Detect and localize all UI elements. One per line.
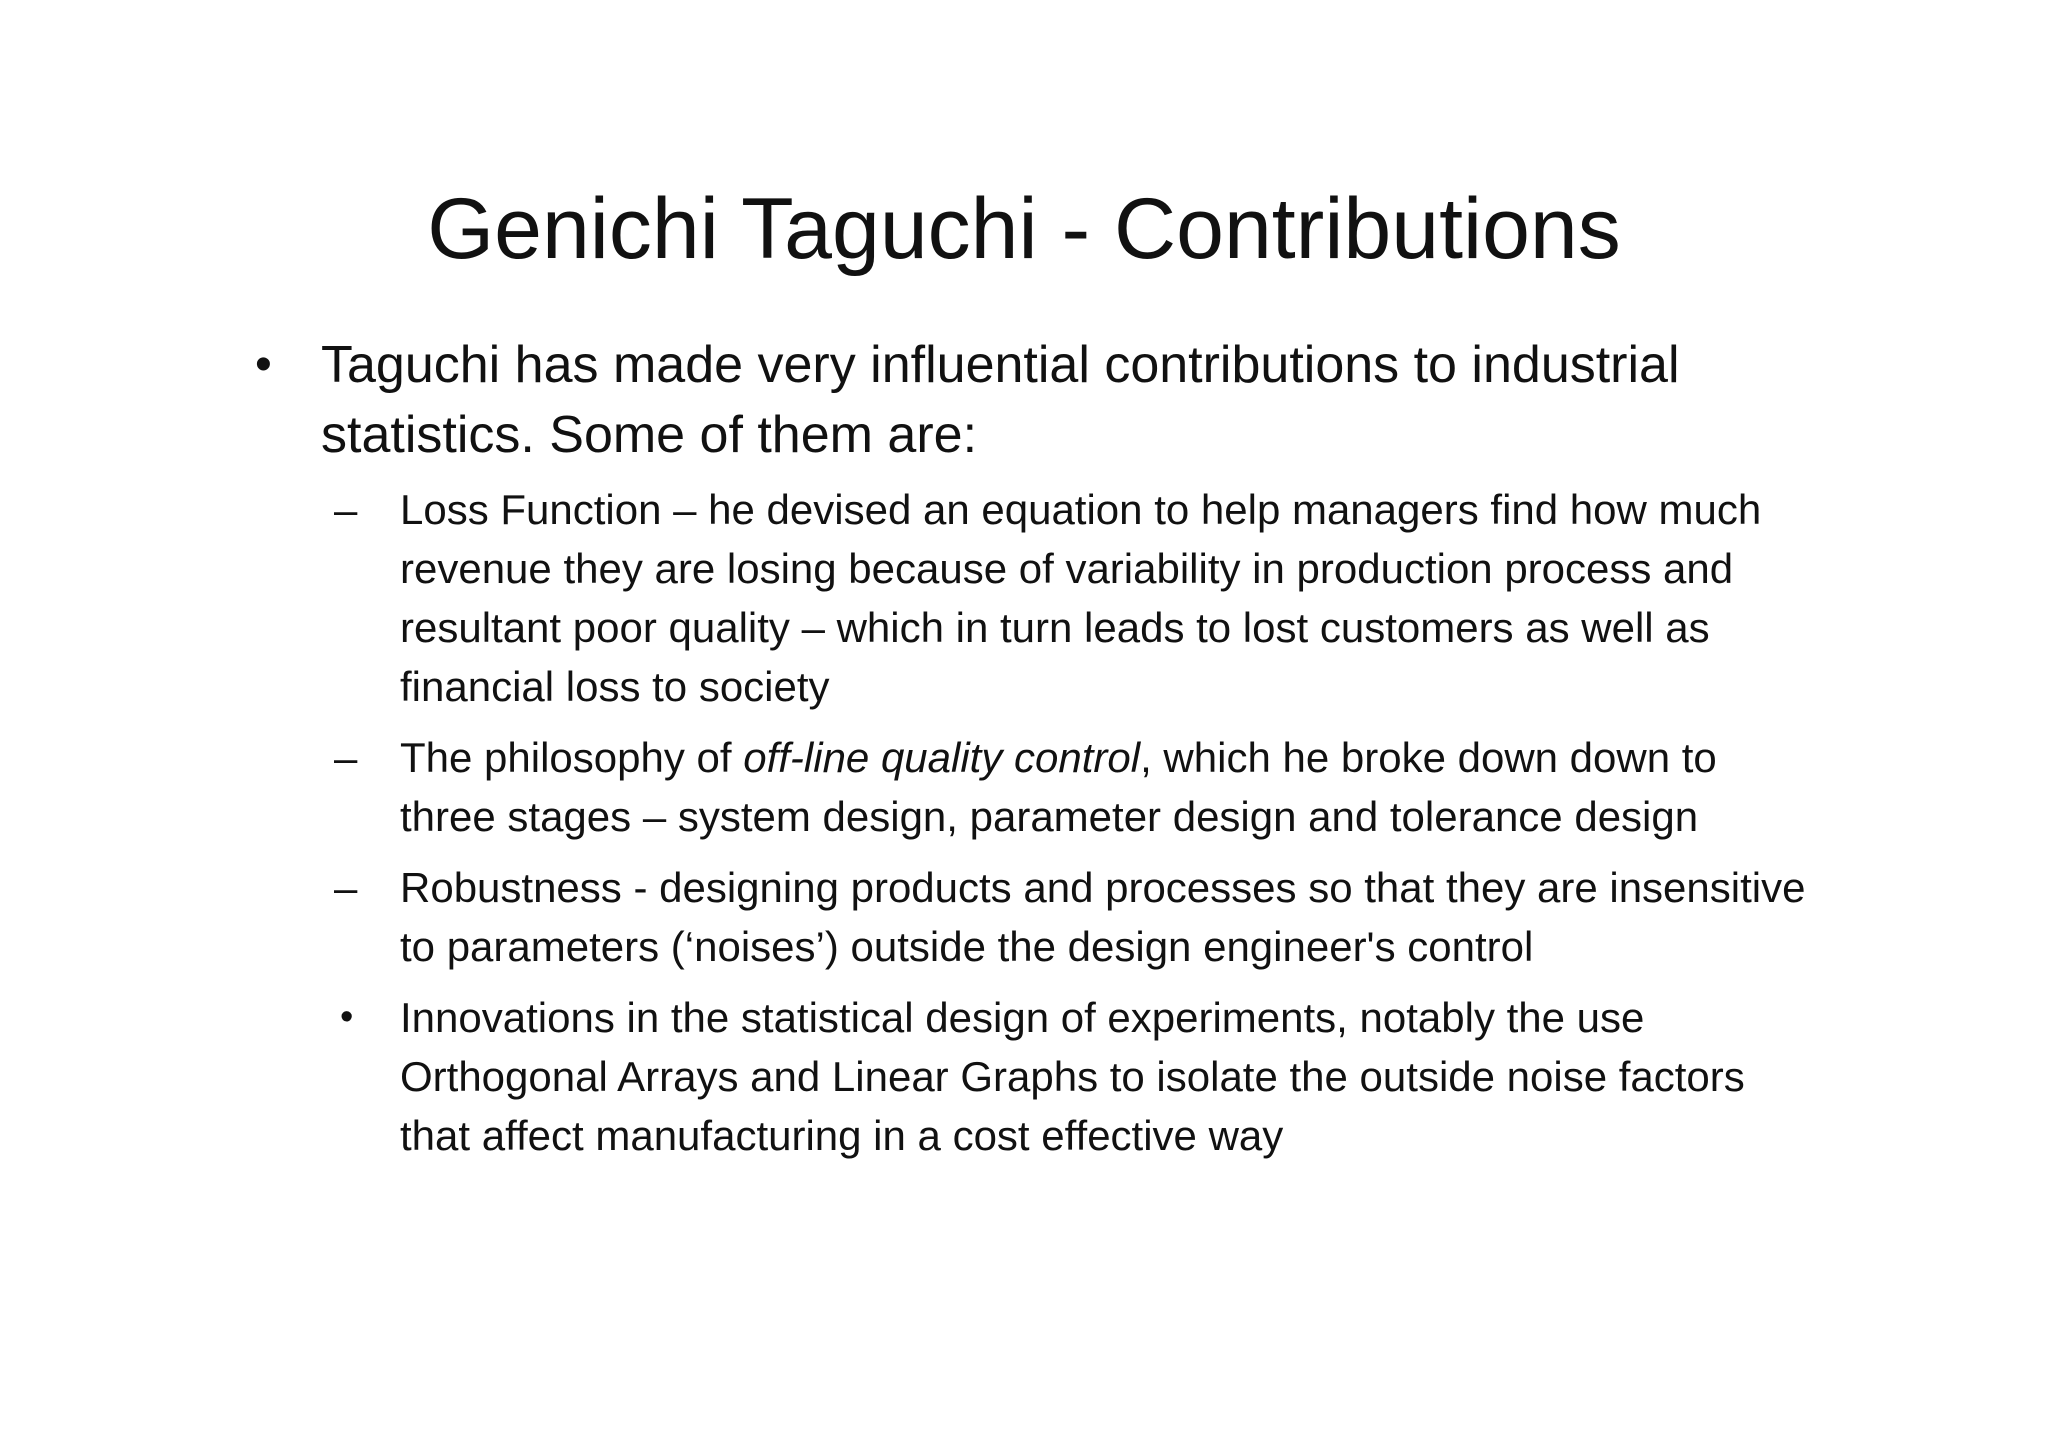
- slide-title: Genichi Taguchi - Contributions: [427, 181, 1621, 277]
- bullet-item: [255, 330, 1815, 470]
- sub-item-innovations: [334, 988, 1815, 1165]
- dash-marker: –: [334, 864, 358, 911]
- sub-item-text: [400, 734, 1717, 840]
- bullet-marker: •: [255, 338, 272, 391]
- sub-item-loss-function: [334, 480, 1815, 716]
- bullet-text: Taguchi has made very influential contributions to industrial statistics. Some of them are:: [321, 336, 1680, 464]
- sub-item-text-after: , which he broke down down to three stages – system design, parameter design and tolerance design: [400, 734, 1717, 840]
- sub-item-robustness: [334, 858, 1815, 976]
- dash-marker: –: [334, 734, 358, 781]
- sub-item-text-italic: off-line quality control: [743, 734, 1141, 781]
- sub-item-text: Innovations in the statistical design of experiments, notably the use Orthogonal Arrays and Linear Graphs to isolate the outside noise factors that affect manufacturing in a cost effective way: [400, 994, 1745, 1159]
- sub-item-offline-quality-control: [334, 728, 1815, 846]
- sub-item-text: Robustness - designing products and processes so that they are insensitive to parameters (‘noises’) outside the design engineer's control: [400, 864, 1806, 970]
- bullet-marker: •: [340, 996, 354, 1038]
- dash-marker: –: [334, 486, 358, 533]
- slide-content: [255, 330, 1815, 1177]
- sub-item-text-before: The philosophy of: [400, 734, 744, 781]
- sub-item-text: Loss Function – he devised an equation to help managers find how much revenue they are losing because of variability in production process and resultant poor quality – which in turn leads to lost customers as well as financial loss to society: [400, 486, 1762, 710]
